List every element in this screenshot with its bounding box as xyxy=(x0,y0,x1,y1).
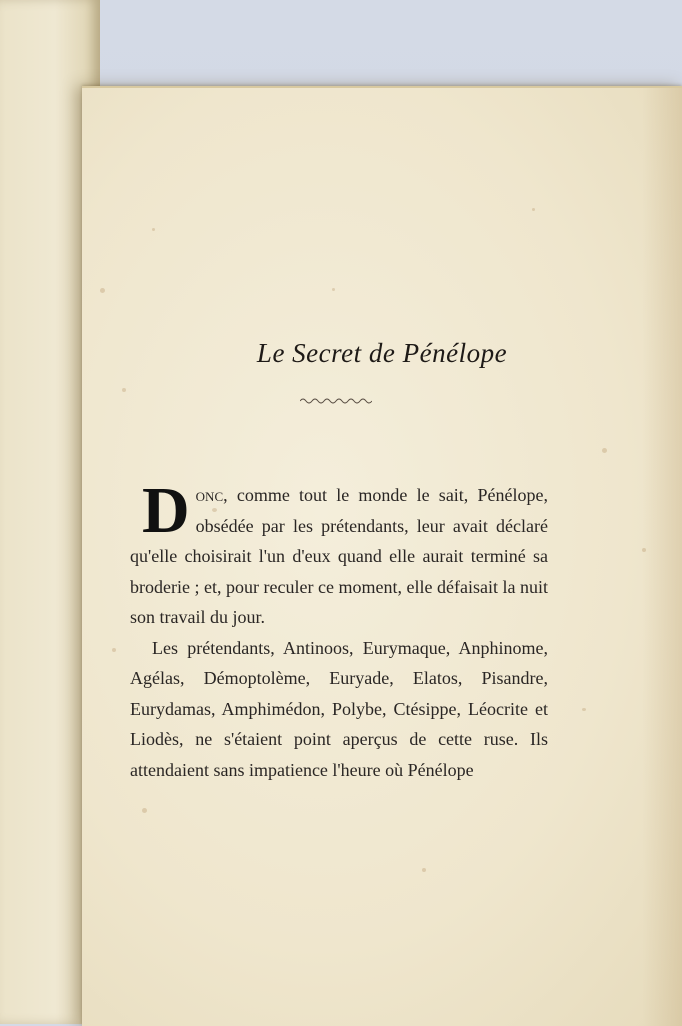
foxing-spot xyxy=(122,388,126,392)
foxing-spot xyxy=(422,868,426,872)
chapter-title: Le Secret de Pénélope xyxy=(256,338,508,368)
foxing-spot xyxy=(100,288,105,293)
foxing-spot xyxy=(602,448,607,453)
foxing-spot xyxy=(532,208,535,211)
foxing-spot xyxy=(112,648,116,652)
foxing-spot xyxy=(332,288,335,291)
paragraph-2: Les prétendants, Antinoos, Eurymaque, Anphinome, Agélas, Démoptolème, Euryade, Elatos, Pisandre, Eurydamas, Amphimédon, Polybe, Ctésippe, Léocrite et Liodès, ne s'étaient point aperçus de cette ruse. Ils attendaient sans impatience l'heure où Pénélope xyxy=(130,637,548,780)
book-page xyxy=(82,86,682,1026)
paragraph-1 xyxy=(130,474,548,633)
foxing-spot xyxy=(152,228,155,231)
foxing-spot xyxy=(642,548,646,552)
drop-cap: D xyxy=(142,474,190,547)
body-text xyxy=(130,474,548,785)
first-word-rest: onc xyxy=(195,485,224,505)
paragraph-1-text: , comme tout le monde le sait, Pénélope, obsédée par les prétendants, leur avait déclaré qu'elle choisirait l'un d'eux quand elle aurait terminé sa broderie ; et, pour reculer ce moment, elle défaisait la nuit son travail du jour. xyxy=(130,485,548,627)
foxing-spot xyxy=(582,708,586,711)
foxing-spot xyxy=(142,808,147,813)
wavy-line-ornament-icon xyxy=(300,397,372,405)
